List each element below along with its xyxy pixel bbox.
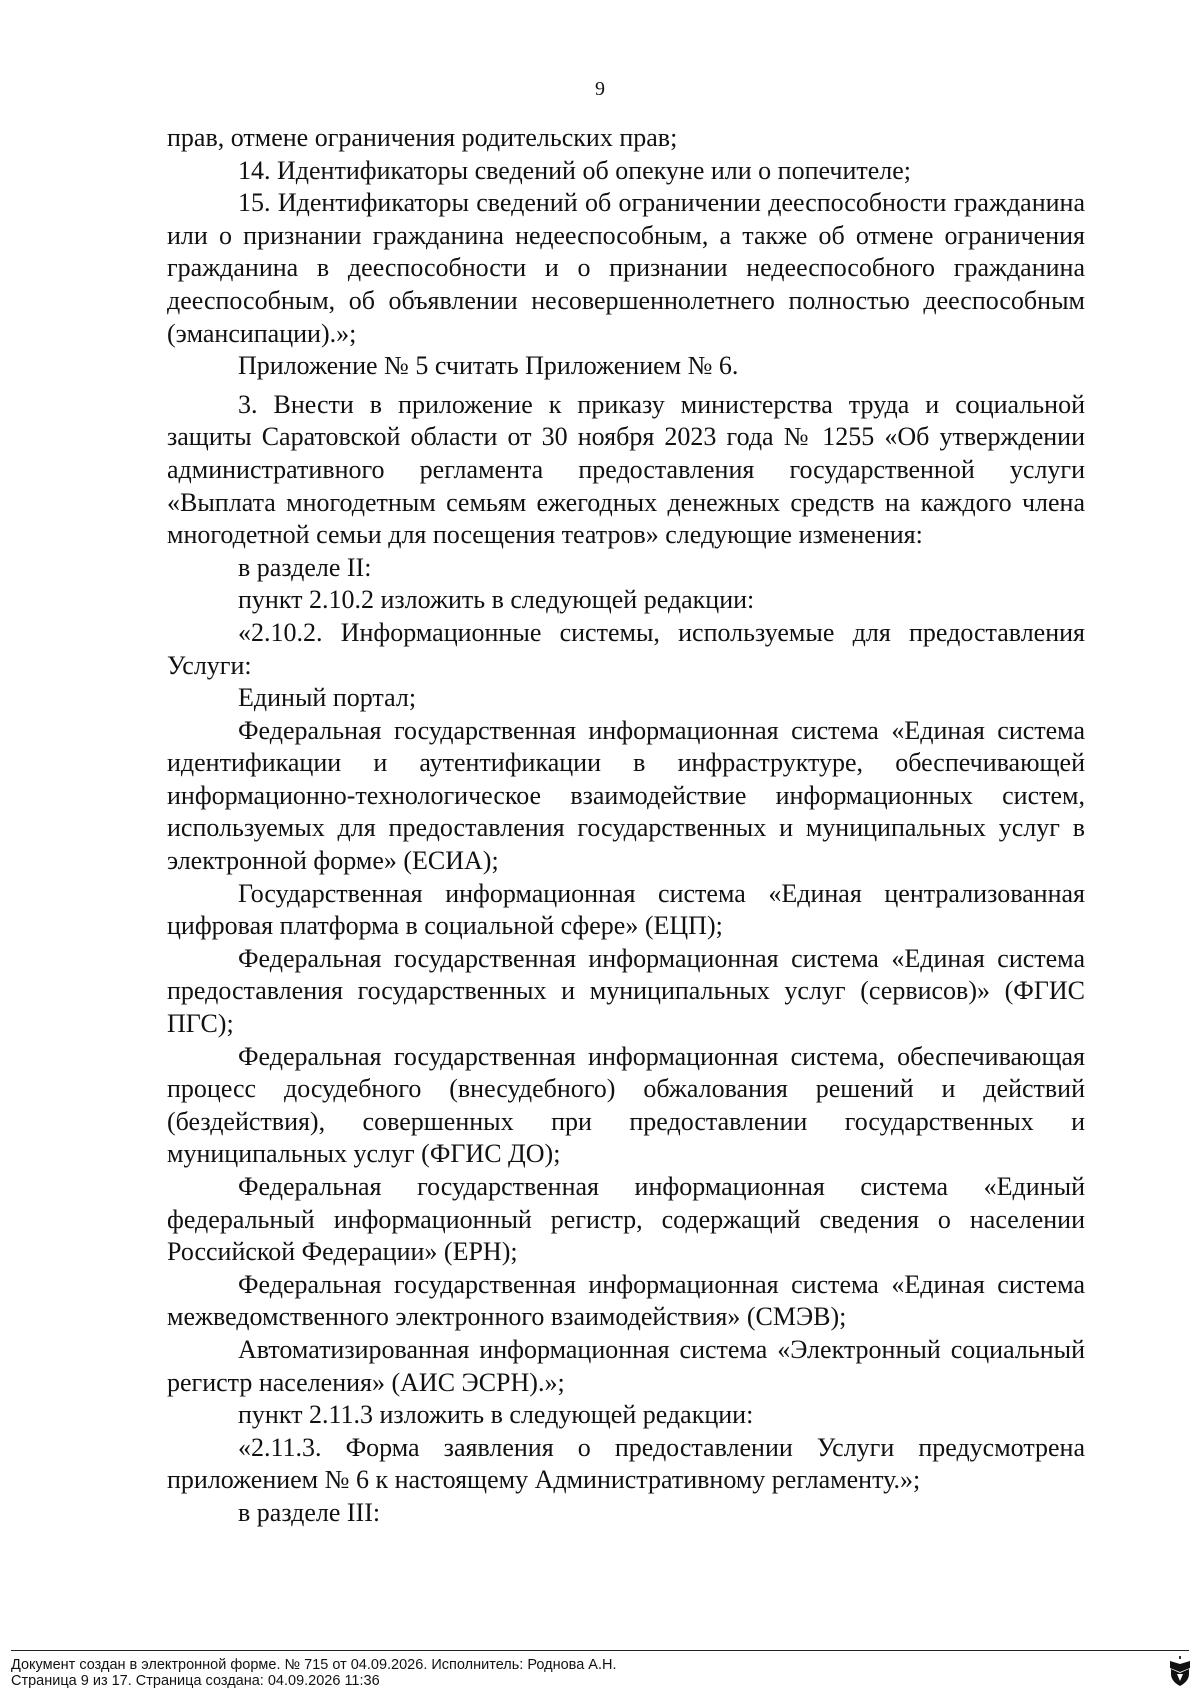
paragraph-section-3: в разделе III: [238,1497,381,1527]
paragraph-ern: Федеральная государственная информационная система «Единый федеральный информационный регистр, содержащий сведения о населении Российской Федерации» (ЕРН); [167,1172,1085,1267]
paragraph-fgis-pgs: Федеральная государственная информационная система «Единая система предоставления государственных и муниципальных услуг (сервисов)» (ФГИС ПГС); [167,943,1085,1039]
paragraph-fgis-do: Федеральная государственная информационная система, обеспечивающая процесс досудебного (внесудебного) обжалования решений и действий (бездействия), совершенных при предоставлении государственных и муниципальных услуг (ФГИС ДО); [167,1041,1085,1169]
footer-page-info: Страница 9 из 17. Страница создана: 04.09.2026 11:36 [11,1673,380,1689]
paragraph-ecp: Государственная информационная система «Единая централизованная цифровая платформа в социальной сфере» (ЕЦП); [167,878,1085,941]
paragraph-smev: Федеральная государственная информационная система «Единая система межведомственного электронного взаимодействия» (СМЭВ); [167,1269,1085,1332]
paragraph-2-11-3-text: «2.11.3. Форма заявления о предоставлении Услуги предусмотрена приложением № 6 к настоящему Административному регламенту.»; [167,1432,1085,1495]
paragraph-ais-esrn: Автоматизированная информационная система «Электронный социальный регистр населения» (АИС ЭСРН).»; [167,1334,1085,1397]
paragraph-point-2-10-2: пункт 2.10.2 изложить в следующей редакции: [238,585,755,615]
paragraph-2-10-2-text: «2.10.2. Информационные системы, используемые для предоставления Услуги: [167,617,1085,680]
paragraph-single-portal: Единый портал; [238,683,417,713]
paragraph-section-2: в разделе II: [238,552,372,582]
document-footer [11,1650,1189,1689]
coat-of-arms-icon [1168,1655,1192,1687]
paragraph-esia: Федеральная государственная информационная система «Единая система идентификации и аутентификации в инфраструктуре, обеспечивающей информационно-технологическое взаимодействие информационных систем, используемых для предоставления государственных и муниципальных услуг в электронной форме» (ЕСИА); [167,715,1085,876]
paragraph-item-15: 15. Идентификаторы сведений об ограничении дееспособности гражданина или о признании гражданина недееспособным, а также об отмене ограничения гражданина в дееспособности и о признании недееспособного гражданина дееспособным, об объявлении несовершеннолетнего полностью дееспособным (эмансипации).»; [167,188,1085,348]
paragraph-item-14: 14. Идентификаторы сведений об опекуне или о попечителе; [238,155,912,185]
document-body [167,122,1085,1530]
footer-document-info: Документ создан в электронной форме. № 715 от 04.09.2026. Исполнитель: Роднова А.Н. [11,1657,617,1673]
page-number: 9 [595,78,605,100]
paragraph-point-2-11-3: пункт 2.11.3 изложить в следующей редакции: [238,1400,754,1430]
paragraph-clause-3: 3. Внести в приложение к приказу министерства труда и социальной защиты Саратовской области от 30 ноября 2023 года № 1255 «Об утверждении административного регламента предоставления государственной услуги «Выплата многодетным семьям ежегодных денежных средств на каждого члена многодетной семьи для посещения театров» следующие изменения: [167,389,1085,550]
paragraph-appendix-rename: Приложение № 5 считать Приложением № 6. [238,351,739,381]
paragraph-continuation: прав, отмене ограничения родительских прав; [167,123,678,152]
